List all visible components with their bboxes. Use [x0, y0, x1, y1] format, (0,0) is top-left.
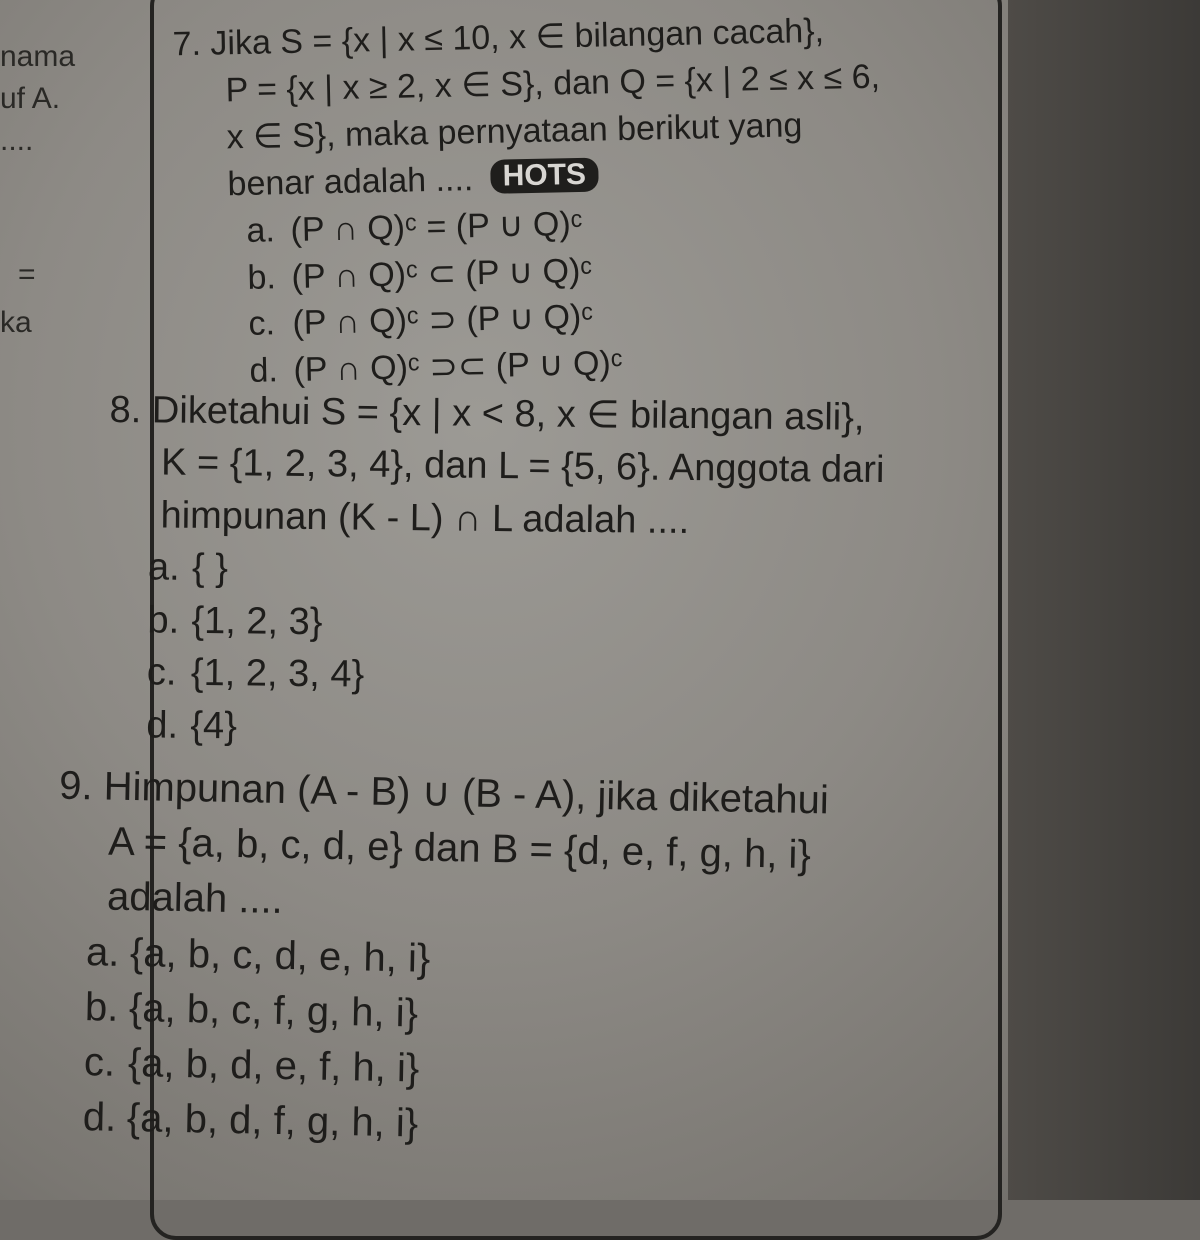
question-7-number: 7.	[172, 24, 202, 64]
page-edge-shadow	[1008, 0, 1200, 1200]
question-9-text-1: Himpunan (A - B) ∪ (B - A), jika diketahui	[103, 764, 830, 823]
hots-badge: HOTS	[490, 157, 598, 193]
question-9-number: 9.	[58, 763, 94, 809]
option-letter: a.	[246, 210, 276, 250]
question-8	[106, 384, 885, 759]
option-text: {1, 2, 3, 4}	[190, 652, 365, 696]
question-7-text-2: P = {x | x ≥ 2, x ∈ S}, dan Q = {x | 2 ≤ x ≤ 6,	[225, 57, 881, 110]
option-letter: d.	[146, 703, 179, 747]
question-7-text-3: x ∈ S}, maka pernyataan berikut yang	[226, 106, 803, 157]
question-7-options	[194, 194, 886, 396]
option-text: {a, b, c, f, g, h, i}	[128, 985, 419, 1036]
question-8-text-2: K = {1, 2, 3, 4}, dan L = {5, 6}. Anggota dari	[160, 441, 885, 492]
option-letter: c.	[83, 1040, 116, 1085]
option-text: (P ∩ Q)ᶜ ⊃⊂ (P ∪ Q)ᶜ	[293, 344, 624, 390]
option-letter: b.	[147, 599, 180, 642]
question-8-text-1: Diketahui S = {x | x < 8, x ∈ bilangan asli},	[151, 389, 865, 439]
question-8-options	[106, 541, 883, 759]
option-text: {a, b, d, f, g, h, i}	[126, 1096, 419, 1146]
question-7-text-1: Jika S = {x | x ≤ 10, x ∈ bilangan cacah},	[210, 11, 825, 63]
option-text: {4}	[190, 704, 238, 747]
option-8d	[146, 699, 882, 759]
option-8c	[147, 647, 883, 707]
margin-text-1: nama	[0, 40, 76, 73]
margin-text-2: uf A.	[0, 82, 61, 115]
option-letter: a.	[85, 929, 120, 975]
option-text: (P ∩ Q)ᶜ ⊂ (P ∪ Q)ᶜ	[291, 251, 593, 296]
margin-text-3: ....	[0, 124, 34, 157]
question-8-text-3: himpunan (K - L) ∩ L adalah ....	[160, 494, 690, 542]
question-9	[52, 759, 829, 1160]
option-text: { }	[191, 547, 229, 590]
margin-text-5: ka	[0, 306, 32, 339]
option-letter: c.	[248, 304, 276, 344]
option-letter: b.	[84, 984, 119, 1030]
option-letter: b.	[247, 257, 277, 297]
option-8a	[148, 542, 884, 602]
option-text: {a, b, d, e, f, h, i}	[127, 1040, 420, 1091]
option-text: {a, b, c, d, e, h, i}	[129, 930, 431, 981]
question-9-options	[52, 924, 826, 1159]
option-letter: d.	[82, 1095, 117, 1140]
question-7	[172, 7, 886, 397]
option-letter: c.	[146, 651, 177, 694]
option-letter: a.	[147, 546, 180, 590]
option-text: (P ∩ Q)ᶜ ⊃ (P ∪ Q)ᶜ	[292, 298, 594, 343]
option-text: {1, 2, 3}	[191, 599, 323, 643]
question-8-line-1	[109, 384, 885, 445]
option-letter: d.	[249, 351, 279, 391]
question-8-number: 8.	[109, 388, 142, 432]
margin-text-4: =	[18, 258, 36, 291]
option-text: (P ∩ Q)ᶜ = (P ∪ Q)ᶜ	[290, 204, 584, 249]
option-8b	[147, 594, 883, 654]
question-9-text-3: adalah ....	[106, 874, 284, 923]
question-7-text-4: benar adalah ....	[227, 159, 474, 204]
question-9-text-2: A = {a, b, c, d, e} dan B = {d, e, f, g, h, i}	[107, 819, 812, 878]
